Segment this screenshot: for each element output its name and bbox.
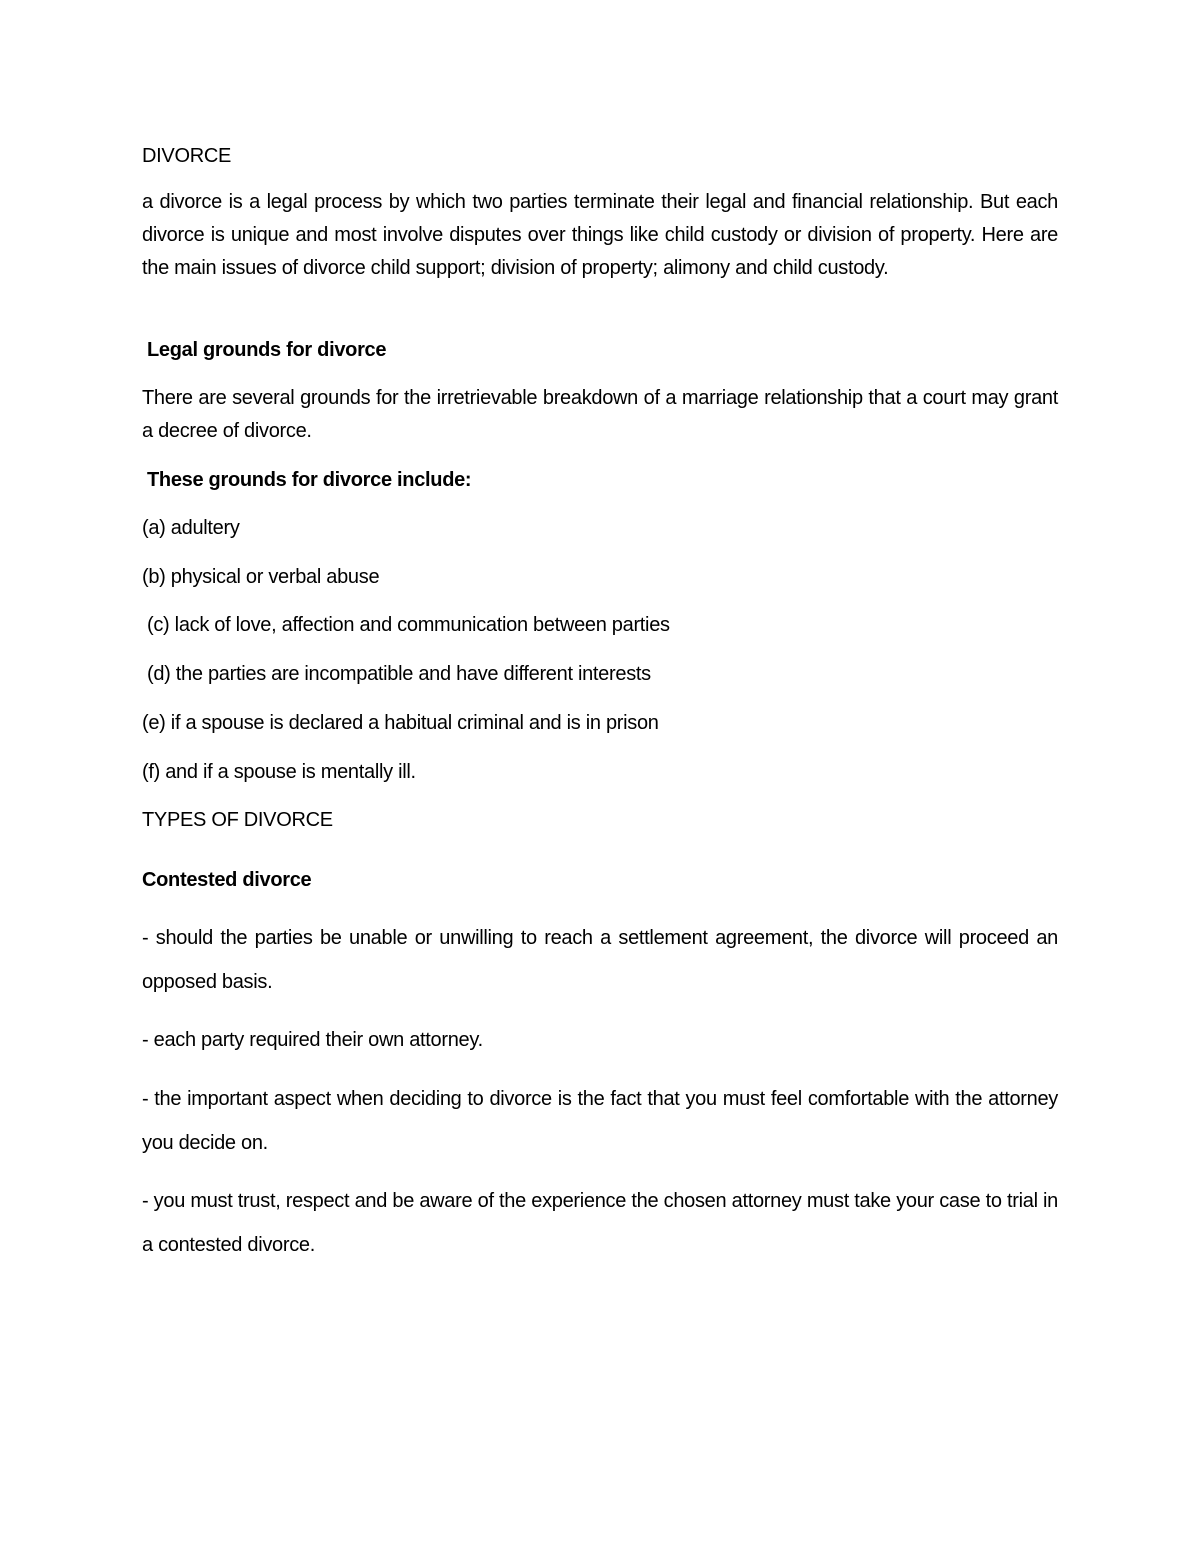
grounds-list-heading: These grounds for divorce include:	[147, 469, 472, 491]
contested-point-2: - each party required their own attorney.	[142, 1029, 483, 1051]
ground-item-f: (f) and if a spouse is mentally ill.	[142, 761, 416, 783]
ground-item-c: (c) lack of love, affection and communication between parties	[147, 614, 670, 636]
ground-item-e: (e) if a spouse is declared a habitual criminal and is in prison	[142, 712, 659, 734]
ground-item-d: (d) the parties are incompatible and have different interests	[147, 663, 651, 685]
legal-grounds-paragraph: There are several grounds for the irretrievable breakdown of a marriage relationship that a court may grant a decree of divorce.	[142, 387, 1058, 442]
legal-grounds-heading: Legal grounds for divorce	[147, 339, 387, 361]
ground-item-b: (b) physical or verbal abuse	[142, 566, 380, 588]
intro-paragraph: a divorce is a legal process by which two parties terminate their legal and financial relationship. But each divorce is unique and most involve disputes over things like child custody or division of property. Here are the main issues of divorce child support; division of property; alimony and child custody.	[142, 191, 1058, 279]
contested-heading: Contested divorce	[142, 869, 312, 891]
contested-point-4: - you must trust, respect and be aware of the experience the chosen attorney must take your case to trial in a contested divorce.	[142, 1190, 1058, 1256]
contested-point-3: - the important aspect when deciding to divorce is the fact that you must feel comfortable with the attorney you decide on.	[142, 1088, 1058, 1154]
document-title: DIVORCE	[142, 145, 232, 167]
contested-point-1: - should the parties be unable or unwilling to reach a settlement agreement, the divorce will proceed an opposed basis.	[142, 927, 1058, 993]
ground-item-a: (a) adultery	[142, 517, 240, 539]
types-heading: TYPES OF DIVORCE	[142, 809, 333, 831]
